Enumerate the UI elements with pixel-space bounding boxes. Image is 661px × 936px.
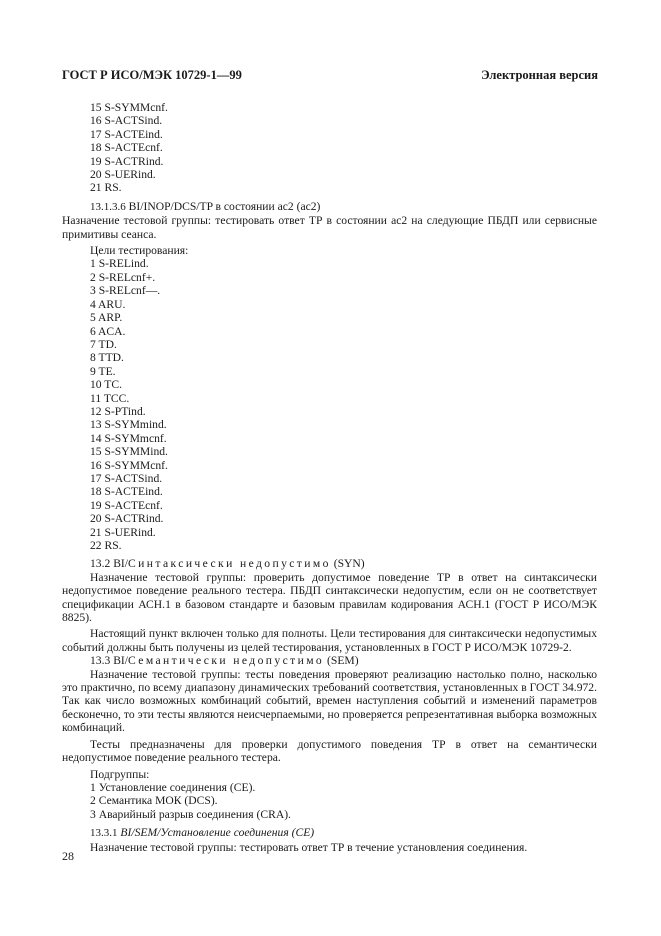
section-number: 13.2	[90, 557, 111, 571]
list-item: 1 S-RELind.	[90, 257, 149, 271]
section-132-para2: Настоящий пункт включен только для полноты. Цели тестирования для синтаксически недопустимых событий должны быть получены из целей тестирования, установленных в ГОСТ Р ИСО/МЭК 10729-2.	[62, 627, 597, 654]
section-title: BI/SEM/Установление соединения (CE)	[120, 826, 315, 840]
subgroups-label: Подгруппы:	[90, 767, 150, 781]
section-title-spaced: Семантически недопустимо	[128, 654, 325, 668]
goals-list	[90, 257, 597, 552]
page-number: 28	[62, 849, 74, 863]
section-prefix: BI/	[113, 557, 129, 571]
list-item: 19 S-ACTRind.	[90, 154, 164, 168]
list-item: 21 RS.	[90, 181, 122, 195]
document-code: ГОСТ Р ИСО/МЭК 10729-1—99	[62, 68, 242, 82]
goals-label: Цели тестирования:	[90, 244, 189, 258]
list-item: 3 S-RELcnf—.	[90, 284, 161, 298]
list-item: 2 Семантика МОК (DCS).	[90, 794, 218, 808]
list-item: 3 Аварийный разрыв соединения (CRA).	[90, 807, 291, 821]
list-item: 7 TD.	[90, 337, 117, 351]
list-item: 19 S-ACTEcnf.	[90, 498, 163, 512]
list-item: 20 S-ACTRind.	[90, 512, 164, 526]
list-item: 17 S-ACTSind.	[90, 471, 163, 485]
page-content	[62, 101, 597, 854]
list-item: 17 S-ACTEind.	[90, 127, 163, 141]
list-item: 14 S-SYMmcnf.	[90, 431, 167, 445]
list-item: 18 S-ACTEind.	[90, 485, 163, 499]
list-item: 18 S-ACTEcnf.	[90, 141, 163, 155]
section-133-para1: Назначение тестовой группы: тесты поведения проверяют реализацию настолько полно, насколько это практично, по всему диапазону динамических требований соответствия, установленных в ГОСТ 34.972. Так как число возможных комбинаций событий, времен наступления событий и изменений параметров бесконечно, то эти тесты являются неисчерпаемыми, но проверяется репрезентативная выборка возможных комбинаций.	[62, 667, 597, 735]
edition-label: Электронная версия	[481, 68, 598, 82]
section-title-spaced: Синтаксически недопустимо	[128, 557, 331, 571]
list-item: 10 TC.	[90, 378, 122, 392]
section-1331-purpose: Назначение тестовой группы: тестировать ответ ТР в течение установления соединения.	[90, 840, 528, 854]
list-item: 15 S-SYMMind.	[90, 445, 168, 459]
list-a	[90, 101, 597, 195]
list-item: 13 S-SYMmind.	[90, 418, 167, 432]
list-item: 15 S-SYMMcnf.	[90, 101, 168, 114]
section-13136-purpose: Назначение тестовой группы: тестировать ответ ТР в состоянии ас2 на следующие ПБДП или сервисные примитивы сеанса.	[62, 214, 597, 241]
list-item: 16 S-ACTSind.	[90, 114, 163, 128]
section-code: (SEM)	[327, 654, 359, 668]
section-133-para2: Тесты предназначены для проверки допустимого поведения ТР в ответ на семантически недопустимое поведение реального тестера.	[62, 737, 597, 765]
section-13136-heading	[90, 200, 597, 214]
list-item: 2 S-RELcnf+.	[90, 270, 156, 284]
list-item: 4 ARU.	[90, 297, 126, 311]
list-item: 6 ACA.	[90, 324, 126, 338]
list-item: 21 S-UERind.	[90, 525, 156, 539]
list-item: 12 S-PTind.	[90, 404, 146, 418]
subgroups-list	[90, 781, 597, 821]
section-title: BI/INOP/DCS/TP в состоянии ac2 (ac2)	[128, 199, 321, 213]
section-number: 13.3	[90, 654, 111, 668]
section-prefix: BI/	[113, 654, 129, 668]
list-item: 5 ARP.	[90, 311, 123, 325]
section-133-heading	[90, 654, 597, 667]
list-item: 20 S-UERind.	[90, 168, 156, 182]
section-code: (SYN)	[333, 557, 365, 571]
section-1331-heading	[90, 826, 597, 840]
section-132-heading	[90, 557, 597, 570]
section-number: 13.1.3.6	[90, 200, 126, 213]
list-item: 22 RS.	[90, 539, 122, 552]
list-item: 9 TE.	[90, 364, 116, 378]
section-number: 13.3.1	[90, 827, 118, 840]
list-item: 1 Установление соединения (СЕ).	[90, 780, 256, 794]
list-item: 16 S-SYMMcnf.	[90, 458, 168, 472]
section-132-para1: Назначение тестовой группы: проверить допустимое поведение ТР в ответ на синтаксически недопустимое поведение реального тестера. ПБДП синтаксически недопустим, если он не соответствует спецификации АСН.1 в базовом стандарте и базовым правилам кодирования АСН.1 (ГОСТ Р ИСО/МЭК 8825).	[62, 570, 597, 625]
list-item: 11 TCC.	[90, 391, 130, 405]
list-item: 8 TTD.	[90, 351, 124, 365]
